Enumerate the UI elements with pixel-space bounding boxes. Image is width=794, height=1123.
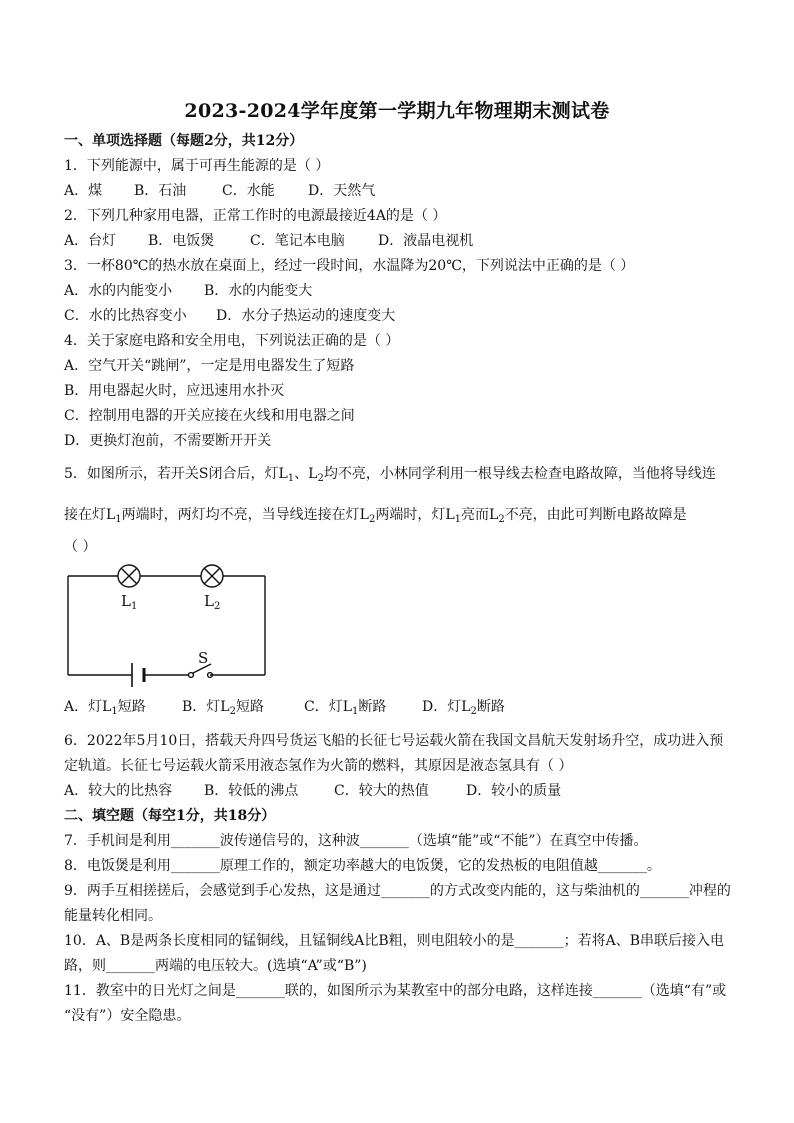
- question-6-stem-line2: 定轨道。长征七号运载火箭采用液态氢作为火箭的燃料，其原因是液态氢具有（ ）: [64, 758, 573, 774]
- question-10-line2: 路，则_______两端的电压较大。(选填“A”或“B”): [64, 958, 367, 974]
- q3-option-d[interactable]: D．水分子热运动的速度变大: [216, 308, 396, 324]
- question-6-options: [64, 782, 561, 800]
- question-5-stem-line2: 接在灯$L_1$两端时，两灯均不亮，当导线连接在灯$L_2$两端时，灯$L_1$亮而$L_2$不亮，由此可判断电路故障是: [64, 507, 687, 525]
- question-5-paren: （ ）: [64, 539, 97, 555]
- circuit-diagram: [60, 560, 280, 690]
- question-11-line1: 11．教室中的日光灯之间是_______联的，如图所示为某教室中的部分电路，这样连接_______（选填“有”或: [64, 983, 727, 999]
- question-7: 7．手机间是利用_______波传递信号的，这种波_______（选填“能”或“不能”）在真空中传播。: [64, 833, 648, 849]
- q1-option-d[interactable]: D．天然气: [308, 183, 376, 199]
- lamp-l1-icon: [118, 565, 140, 587]
- question-5-options: [64, 698, 505, 716]
- q5-option-d[interactable]: D．灯$L_2$断路: [422, 699, 505, 717]
- q6-option-a[interactable]: A．较大的比热容: [64, 783, 173, 799]
- switch-label: S: [198, 649, 209, 667]
- section-heading-fill: 二、填空题（每空1分，共18分）: [64, 808, 276, 824]
- question-6-stem-line1: 6．2022年5月10日，搭载天舟四号货运飞船的长征七号运载火箭在我国文昌航天发射场升空，成功进入预: [64, 733, 724, 749]
- question-2-options: [64, 232, 473, 250]
- q4-option-d[interactable]: D．更换灯泡前，不需要断开开关: [64, 433, 272, 449]
- page-title: 2023-2024学年度第一学期九年物理期末测试卷: [184, 100, 610, 122]
- question-9-line2: 能量转化相同。: [64, 908, 162, 924]
- q6-option-d[interactable]: D．较小的质量: [466, 783, 562, 799]
- question-10-line1: 10．A、B是两条长度相同的锰铜线，且锰铜线A比B粗，则电阻较小的是_______；若将A、B串联后接入电: [64, 933, 725, 949]
- q2-option-a[interactable]: A．台灯: [64, 233, 117, 249]
- q3-option-a[interactable]: A．水的内能变小: [64, 283, 173, 299]
- section-heading-choice: 一、单项选择题（每题2分，共12分）: [64, 133, 304, 149]
- question-3-stem: 3．一杯80℃的热水放在桌面上，经过一段时间，水温降为20℃，下列说法中正确的是（ ）: [64, 258, 635, 274]
- q1-option-b[interactable]: B．石油: [134, 183, 187, 199]
- lamp-l2-label: $L_2$: [204, 592, 221, 612]
- q4-option-c[interactable]: C．控制用电器的开关应接在火线和用电器之间: [64, 408, 355, 424]
- q5-option-b[interactable]: B．灯$L_2$短路: [182, 699, 264, 717]
- q4-option-b[interactable]: B．用电器起火时，应迅速用水扑灭: [64, 383, 285, 399]
- q2-option-c[interactable]: C．笔记本电脑: [250, 233, 345, 249]
- q2-option-d[interactable]: D．液晶电视机: [378, 233, 474, 249]
- question-1-options: [64, 182, 375, 200]
- q3-option-c[interactable]: C．水的比热容变小: [64, 308, 187, 324]
- q3-option-b[interactable]: B．水的内能变大: [204, 283, 313, 299]
- q1-option-c[interactable]: C．水能: [222, 183, 275, 199]
- q6-option-b[interactable]: B．较低的沸点: [204, 783, 299, 799]
- question-3-options-row1: [64, 282, 312, 300]
- q1-option-a[interactable]: A．煤: [64, 183, 103, 199]
- question-1-stem: 1．下列能源中，属于可再生能源的是（ ）: [64, 158, 330, 174]
- q4-option-a[interactable]: A．空气开关“跳闸”，一定是用电器发生了短路: [64, 358, 355, 374]
- question-8: 8．电饭煲是利用_______原理工作的，额定功率越大的电饭煲，它的发热板的电阻值越_______。: [64, 858, 661, 874]
- battery-icon: [132, 663, 144, 687]
- question-4-stem: 4．关于家庭电路和安全用电，下列说法正确的是（ ）: [64, 333, 400, 349]
- question-9-line1: 9．两手互相搓搓后，会感觉到手心发热，这是通过_______的方式改变内能的，这与柴油机的_______冲程的: [64, 883, 731, 899]
- q2-option-b[interactable]: B．电饭煲: [148, 233, 215, 249]
- q6-option-c[interactable]: C．较大的热值: [334, 783, 429, 799]
- question-3-options-row2: [64, 307, 395, 325]
- question-5-stem-line1: 5．如图所示，若开关S闭合后，灯$L_1$、$L_2$均不亮，小林同学利用一根导线去检查电路故障，当他将导线连: [64, 466, 716, 484]
- q5-option-c[interactable]: C．灯$L_1$断路: [304, 699, 387, 717]
- lamp-l2-icon: [201, 565, 223, 587]
- lamp-l1-label: $L_1$: [121, 592, 138, 612]
- question-11-line2: “没有”）安全隐患。: [64, 1008, 191, 1024]
- question-2-stem: 2．下列几种家用电器，正常工作时的电源最接近4A的是（ ）: [64, 208, 447, 224]
- q5-option-a[interactable]: A．灯$L_1$短路: [64, 699, 146, 717]
